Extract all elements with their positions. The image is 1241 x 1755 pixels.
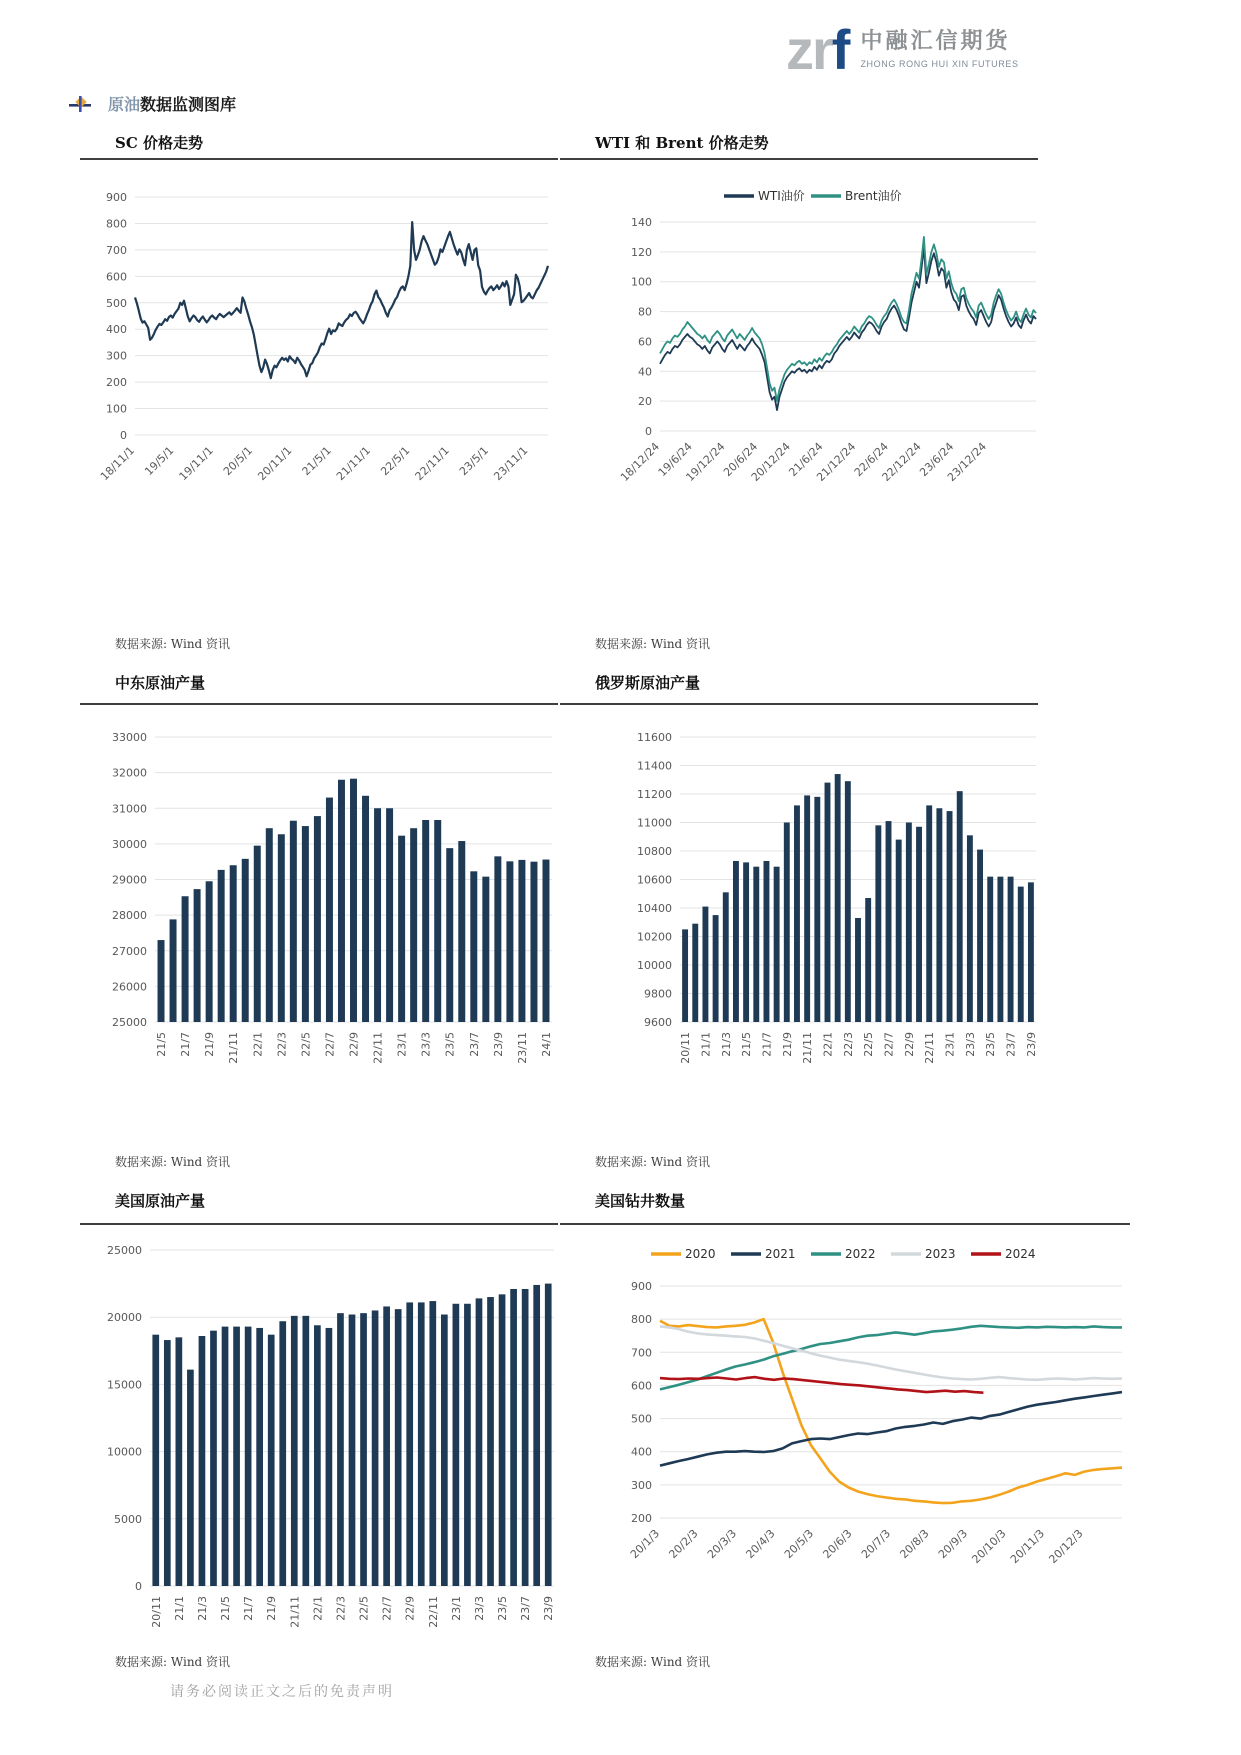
svg-text:21/9: 21/9 bbox=[265, 1596, 279, 1621]
svg-text:300: 300 bbox=[631, 1478, 652, 1492]
svg-text:22/5/1: 22/5/1 bbox=[378, 443, 413, 479]
svg-text:20/6/24: 20/6/24 bbox=[721, 439, 761, 480]
title-divider bbox=[560, 703, 1038, 705]
svg-text:25000: 25000 bbox=[107, 1244, 142, 1257]
svg-text:21/1: 21/1 bbox=[172, 1596, 186, 1621]
svg-text:22/3: 22/3 bbox=[334, 1596, 348, 1621]
svg-text:100: 100 bbox=[106, 402, 127, 416]
svg-text:20/8/3: 20/8/3 bbox=[897, 1526, 932, 1562]
svg-text:22/1: 22/1 bbox=[311, 1596, 325, 1621]
section-heading bbox=[68, 92, 236, 115]
logo-zr-text: zr bbox=[786, 18, 832, 81]
chart-title: SC 价格走势 bbox=[115, 134, 203, 152]
svg-text:22/9: 22/9 bbox=[347, 1032, 361, 1057]
svg-text:100: 100 bbox=[631, 275, 652, 289]
svg-text:11600: 11600 bbox=[637, 731, 672, 744]
svg-text:20/7/3: 20/7/3 bbox=[858, 1526, 894, 1562]
svg-text:22/1: 22/1 bbox=[251, 1032, 265, 1057]
svg-text:10800: 10800 bbox=[637, 845, 672, 858]
svg-text:23/9: 23/9 bbox=[542, 1596, 556, 1621]
us-production-chart bbox=[80, 1226, 558, 1655]
svg-text:23/3: 23/3 bbox=[419, 1032, 433, 1057]
svg-text:200: 200 bbox=[631, 1512, 652, 1525]
svg-text:21/5/1: 21/5/1 bbox=[299, 443, 334, 479]
svg-text:19/12/24: 19/12/24 bbox=[683, 439, 728, 485]
data-source-note: 数据来源: Wind 资讯 bbox=[595, 637, 711, 651]
svg-text:600: 600 bbox=[106, 270, 127, 284]
title-divider bbox=[560, 1223, 1130, 1225]
svg-text:22/11: 22/11 bbox=[923, 1032, 937, 1064]
svg-text:27000: 27000 bbox=[112, 944, 147, 958]
title-divider bbox=[80, 158, 558, 160]
svg-text:20/5/1: 20/5/1 bbox=[220, 443, 256, 479]
middle-east-production-chart-block bbox=[80, 670, 558, 1215]
svg-text:21/7: 21/7 bbox=[179, 1032, 193, 1057]
svg-text:20/6/3: 20/6/3 bbox=[820, 1526, 855, 1562]
svg-text:23/5/1: 23/5/1 bbox=[456, 443, 492, 479]
svg-text:21/5: 21/5 bbox=[155, 1032, 169, 1057]
svg-text:21/11: 21/11 bbox=[227, 1032, 241, 1064]
svg-text:20/5/3: 20/5/3 bbox=[781, 1526, 817, 1562]
svg-text:800: 800 bbox=[106, 217, 127, 231]
wti-brent-chart-block bbox=[560, 130, 1038, 675]
sc-price-chart-block bbox=[80, 130, 558, 675]
svg-text:140: 140 bbox=[631, 216, 652, 229]
chart-title: WTI 和 Brent 价格走势 bbox=[595, 134, 769, 152]
svg-text:10200: 10200 bbox=[637, 930, 672, 944]
chart-title: 中东原油产量 bbox=[115, 674, 206, 692]
svg-text:21/11: 21/11 bbox=[801, 1032, 815, 1064]
svg-text:200: 200 bbox=[106, 376, 127, 390]
svg-text:28000: 28000 bbox=[112, 909, 147, 923]
svg-text:22/1: 22/1 bbox=[821, 1032, 835, 1057]
svg-text:23/5: 23/5 bbox=[496, 1596, 510, 1621]
svg-text:23/6/24: 23/6/24 bbox=[917, 439, 957, 480]
svg-text:21/5: 21/5 bbox=[219, 1596, 233, 1621]
svg-text:500: 500 bbox=[106, 296, 127, 310]
svg-text:22/5: 22/5 bbox=[862, 1032, 876, 1057]
us-rig-count-chart bbox=[560, 1226, 1130, 1622]
title-divider bbox=[80, 1223, 558, 1225]
svg-text:23/7: 23/7 bbox=[519, 1596, 533, 1621]
svg-text:23/9: 23/9 bbox=[491, 1032, 505, 1057]
logo-company-name-cn: 中融汇信期货 bbox=[860, 29, 1011, 54]
svg-text:23/11/1: 23/11/1 bbox=[491, 443, 531, 484]
chart-title: 美国钻井数量 bbox=[595, 1192, 686, 1210]
title-divider bbox=[80, 703, 558, 705]
data-source-note: 数据来源: Wind 资讯 bbox=[115, 637, 231, 651]
svg-text:21/6/24: 21/6/24 bbox=[786, 439, 826, 480]
svg-text:21/12/24: 21/12/24 bbox=[814, 439, 859, 485]
svg-text:20/12/24: 20/12/24 bbox=[748, 439, 793, 485]
svg-text:20: 20 bbox=[638, 395, 652, 409]
svg-text:20/12/3: 20/12/3 bbox=[1046, 1526, 1086, 1567]
page-title bbox=[108, 92, 236, 115]
svg-text:0: 0 bbox=[645, 425, 652, 438]
svg-text:22/7: 22/7 bbox=[323, 1032, 337, 1057]
svg-text:5000: 5000 bbox=[114, 1512, 142, 1526]
svg-text:10400: 10400 bbox=[637, 902, 672, 915]
logo-zrf bbox=[786, 20, 848, 80]
svg-text:21/9: 21/9 bbox=[780, 1032, 794, 1057]
svg-text:29000: 29000 bbox=[112, 873, 147, 887]
us-production-chart-block bbox=[80, 1188, 558, 1733]
sc-price-chart bbox=[80, 163, 558, 512]
svg-text:22/5: 22/5 bbox=[357, 1596, 371, 1621]
svg-text:0: 0 bbox=[120, 429, 127, 442]
svg-text:30000: 30000 bbox=[112, 837, 147, 851]
svg-text:22/3: 22/3 bbox=[275, 1032, 289, 1057]
svg-text:400: 400 bbox=[106, 323, 127, 337]
svg-text:60: 60 bbox=[638, 335, 652, 349]
svg-text:23/9: 23/9 bbox=[1024, 1032, 1038, 1057]
svg-text:0: 0 bbox=[135, 1580, 142, 1593]
svg-text:22/7: 22/7 bbox=[882, 1032, 896, 1057]
svg-text:20/2/3: 20/2/3 bbox=[666, 1526, 701, 1562]
svg-text:23/1: 23/1 bbox=[449, 1596, 463, 1621]
svg-text:11200: 11200 bbox=[637, 788, 672, 801]
disclaimer-note: 请务必阅读正文之后的免责声明 bbox=[170, 1684, 394, 1700]
svg-text:23/3: 23/3 bbox=[472, 1596, 486, 1621]
russia-production-chart-block bbox=[560, 670, 1038, 1215]
svg-text:21/7: 21/7 bbox=[242, 1596, 256, 1621]
svg-text:23/1: 23/1 bbox=[395, 1032, 409, 1057]
svg-text:23/1: 23/1 bbox=[943, 1032, 957, 1057]
svg-text:20/11: 20/11 bbox=[149, 1596, 163, 1628]
svg-text:15000: 15000 bbox=[107, 1378, 142, 1392]
chart-title: 美国原油产量 bbox=[115, 1192, 206, 1210]
logo-names bbox=[860, 29, 1018, 69]
svg-text:300: 300 bbox=[106, 349, 127, 363]
svg-text:22/7: 22/7 bbox=[380, 1596, 394, 1621]
svg-text:23/12/24: 23/12/24 bbox=[944, 439, 990, 485]
svg-text:22/5: 22/5 bbox=[299, 1032, 313, 1057]
svg-text:20/11: 20/11 bbox=[679, 1032, 693, 1064]
svg-text:11000: 11000 bbox=[637, 816, 672, 830]
russia-production-chart bbox=[560, 708, 1038, 1084]
svg-text:9800: 9800 bbox=[644, 987, 672, 1001]
svg-text:21/1: 21/1 bbox=[699, 1032, 713, 1057]
svg-text:20/1/3: 20/1/3 bbox=[627, 1526, 663, 1562]
title-divider bbox=[560, 158, 1038, 160]
logo-company-name-en: ZHONG RONG HUI XIN FUTURES bbox=[860, 59, 1019, 69]
svg-text:20/3/3: 20/3/3 bbox=[704, 1526, 740, 1562]
svg-text:18/11/1: 18/11/1 bbox=[97, 443, 138, 484]
wti-brent-chart bbox=[560, 163, 1038, 512]
section-bullet-icon bbox=[68, 94, 94, 114]
svg-text:21/3: 21/3 bbox=[719, 1032, 733, 1057]
svg-text:31000: 31000 bbox=[112, 802, 147, 816]
svg-text:900: 900 bbox=[631, 1280, 652, 1293]
logo-f-text: f bbox=[831, 18, 849, 81]
svg-text:19/11/1: 19/11/1 bbox=[176, 443, 216, 484]
svg-text:10000: 10000 bbox=[637, 959, 672, 972]
svg-text:22/9: 22/9 bbox=[403, 1596, 417, 1621]
svg-text:24/1: 24/1 bbox=[539, 1032, 553, 1057]
svg-text:23/5: 23/5 bbox=[984, 1032, 998, 1057]
svg-text:22/3: 22/3 bbox=[841, 1032, 855, 1057]
svg-text:21/11/1: 21/11/1 bbox=[333, 443, 374, 484]
svg-text:400: 400 bbox=[631, 1445, 652, 1459]
svg-text:23/5: 23/5 bbox=[443, 1032, 457, 1057]
svg-text:20/4/3: 20/4/3 bbox=[743, 1526, 778, 1562]
svg-text:19/6/24: 19/6/24 bbox=[655, 439, 695, 480]
svg-text:2022: 2022 bbox=[845, 1247, 876, 1261]
svg-text:23/3: 23/3 bbox=[963, 1032, 977, 1057]
data-source-note: 数据来源: Wind 资讯 bbox=[595, 1155, 711, 1169]
svg-text:Brent油价: Brent油价 bbox=[845, 189, 902, 203]
svg-text:2023: 2023 bbox=[925, 1247, 956, 1261]
svg-text:23/11: 23/11 bbox=[515, 1032, 529, 1064]
svg-text:21/5: 21/5 bbox=[740, 1032, 754, 1057]
svg-text:40: 40 bbox=[638, 365, 652, 379]
svg-text:80: 80 bbox=[638, 305, 652, 319]
svg-text:600: 600 bbox=[631, 1379, 652, 1393]
svg-text:32000: 32000 bbox=[112, 766, 147, 780]
svg-text:26000: 26000 bbox=[112, 980, 147, 994]
svg-text:22/9: 22/9 bbox=[902, 1032, 916, 1057]
svg-text:22/11: 22/11 bbox=[426, 1596, 440, 1628]
svg-text:20/11/3: 20/11/3 bbox=[1007, 1526, 1048, 1567]
us-rig-count-chart-block bbox=[560, 1188, 1130, 1733]
svg-text:800: 800 bbox=[631, 1313, 652, 1327]
svg-text:700: 700 bbox=[631, 1346, 652, 1360]
svg-text:33000: 33000 bbox=[112, 731, 147, 744]
svg-text:20000: 20000 bbox=[107, 1311, 142, 1325]
svg-text:21/9: 21/9 bbox=[203, 1032, 217, 1057]
svg-text:25000: 25000 bbox=[112, 1016, 147, 1029]
page-title-highlight: 原油 bbox=[108, 95, 141, 114]
svg-text:500: 500 bbox=[631, 1412, 652, 1426]
svg-text:22/11/1: 22/11/1 bbox=[412, 443, 452, 484]
svg-text:18/12/24: 18/12/24 bbox=[617, 439, 663, 485]
svg-text:19/5/1: 19/5/1 bbox=[142, 443, 177, 479]
data-source-note: 数据来源: Wind 资讯 bbox=[115, 1655, 231, 1669]
svg-text:21/3: 21/3 bbox=[195, 1596, 209, 1621]
data-source-note: 数据来源: Wind 资讯 bbox=[595, 1655, 711, 1669]
svg-text:900: 900 bbox=[106, 191, 127, 204]
svg-text:20/10/3: 20/10/3 bbox=[969, 1526, 1009, 1567]
svg-text:22/12/24: 22/12/24 bbox=[879, 439, 924, 485]
company-logo bbox=[786, 20, 1019, 80]
svg-text:22/6/24: 22/6/24 bbox=[851, 439, 891, 480]
svg-text:20/11/1: 20/11/1 bbox=[255, 443, 295, 484]
svg-text:120: 120 bbox=[631, 245, 652, 259]
svg-text:11400: 11400 bbox=[637, 759, 672, 773]
page-title-rest: 数据监测图库 bbox=[140, 95, 237, 114]
svg-text:21/11: 21/11 bbox=[288, 1596, 302, 1628]
chart-title: 俄罗斯原油产量 bbox=[595, 674, 701, 692]
svg-text:22/11: 22/11 bbox=[371, 1032, 385, 1064]
svg-text:700: 700 bbox=[106, 243, 127, 257]
svg-text:WTI油价: WTI油价 bbox=[758, 189, 805, 203]
svg-text:23/7: 23/7 bbox=[1004, 1032, 1018, 1057]
svg-text:2020: 2020 bbox=[685, 1247, 716, 1261]
svg-text:2024: 2024 bbox=[1005, 1247, 1036, 1261]
middle-east-production-chart bbox=[80, 708, 558, 1084]
svg-text:10000: 10000 bbox=[107, 1445, 142, 1459]
svg-text:21/7: 21/7 bbox=[760, 1032, 774, 1057]
svg-text:20/9/3: 20/9/3 bbox=[935, 1526, 971, 1562]
svg-text:10600: 10600 bbox=[637, 873, 672, 887]
svg-text:23/7: 23/7 bbox=[467, 1032, 481, 1057]
svg-text:2021: 2021 bbox=[765, 1247, 796, 1261]
data-source-note: 数据来源: Wind 资讯 bbox=[115, 1155, 231, 1169]
svg-text:9600: 9600 bbox=[644, 1016, 672, 1029]
